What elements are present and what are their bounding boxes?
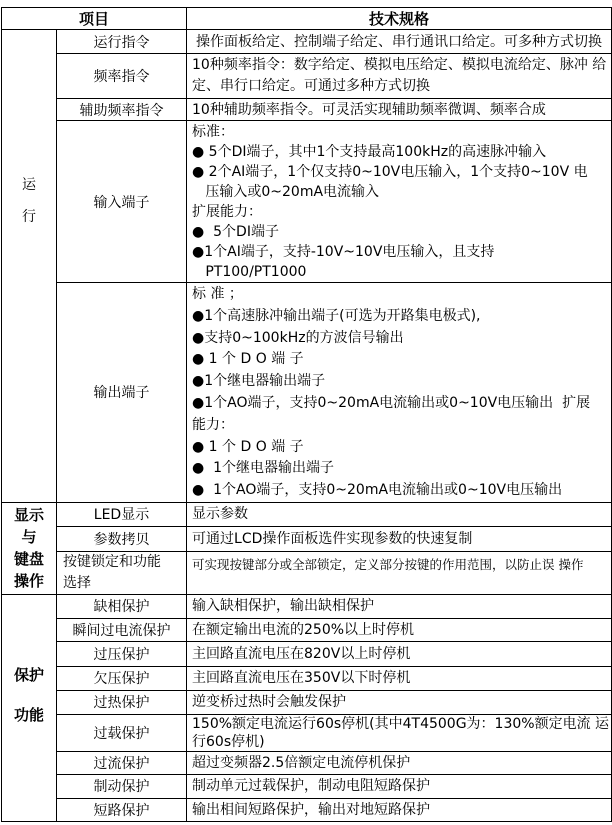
text-line: ● 5个DI端子，其中1个支持最高100kHz的高速脉冲输入 — [192, 144, 547, 160]
spec-table — [1, 7, 612, 822]
text-line: ●1个AI端子，支持-10V~10V电压输入，且支持 — [192, 244, 495, 260]
item-cell: 过流保护 — [57, 751, 187, 774]
item-cell: 欠压保护 — [57, 666, 187, 690]
text-line: 显示 — [13, 506, 44, 525]
text-line: ●1个继电器输出端子 — [192, 373, 326, 390]
text-line: 扩展能力： — [192, 204, 263, 220]
spec-cell — [187, 30, 612, 54]
table-row — [2, 99, 612, 121]
spec-cell — [187, 526, 612, 551]
spec-cell — [187, 666, 612, 690]
table-row — [2, 618, 612, 641]
header-spec-cell: 技术规格 — [187, 8, 612, 30]
text-line: 输出相间短路保护，输出对地短路保护 — [192, 801, 431, 818]
table-row — [2, 798, 612, 821]
table-row — [2, 551, 612, 594]
table-row — [2, 502, 612, 526]
item-cell: 瞬间过电流保护 — [57, 618, 187, 641]
table-row — [2, 774, 612, 798]
text-line: 在额定输出电流的250%以上时停机 — [192, 621, 415, 638]
text-line: 功能 — [13, 705, 44, 724]
group-label-operation — [2, 30, 57, 503]
spec-cell — [187, 594, 612, 618]
text-line: ● 1 个 D O 端 子 — [192, 351, 304, 368]
text-line: 标准： — [192, 124, 235, 140]
text-line: 运 — [22, 176, 36, 193]
text-line: 操作面板给定、控制端子给定、串行通讯口给定。可多种方式切换 — [196, 33, 603, 50]
text-line: 定、串行口给定。可通过多种方式切换 — [192, 78, 431, 94]
text-line: 显示参数 — [192, 506, 249, 523]
spec-cell — [187, 99, 612, 121]
text-line: 制动单元过载保护，制动电阻短路保护 — [192, 778, 431, 795]
spec-cell — [187, 751, 612, 774]
text-line: ●1个高速脉冲输出端子(可选为开路集电极式), — [192, 307, 481, 324]
text-line: 行60s停机) — [192, 733, 265, 750]
item-cell: 参数拷贝 — [57, 526, 187, 551]
table-row — [2, 283, 612, 503]
item-cell: 辅助频率指令 — [57, 99, 187, 121]
item-cell: 运行指令 — [57, 30, 187, 54]
text-line: 10种辅助频率指令。可灵活实现辅助频率微调、频率合成 — [192, 101, 546, 118]
spec-cell — [187, 774, 612, 798]
item-cell: 输出端子 — [57, 283, 187, 503]
item-cell: 缺相保护 — [57, 594, 187, 618]
item-cell: LED显示 — [57, 502, 187, 526]
spec-cell — [187, 798, 612, 821]
spec-cell — [187, 690, 612, 714]
text-line: 逆变桥过热时会触发保护 — [192, 694, 347, 711]
spec-cell — [187, 641, 612, 666]
text-line: ● 5个DI端子 — [192, 224, 279, 240]
text-line: 键盘 — [13, 550, 44, 569]
item-cell: 过压保护 — [57, 641, 187, 666]
table-row — [2, 751, 612, 774]
text-line: 选择 — [63, 574, 91, 591]
table-row — [2, 30, 612, 54]
spec-cell — [187, 502, 612, 526]
item-cell: 短路保护 — [57, 798, 187, 821]
text-line: PT100/PT1000 — [192, 264, 307, 280]
table-row — [2, 641, 612, 666]
text-line: ● 1个继电器输出端子 — [192, 460, 335, 477]
item-cell: 制动保护 — [57, 774, 187, 798]
spec-cell — [187, 551, 612, 594]
text-line: ● 2个AI端子，1个仅支持0~10V电压输入，1个支持0~10V 电 — [192, 164, 588, 180]
text-line: 可通过LCD操作面板选件实现参数的快速复制 — [192, 530, 473, 547]
spec-cell — [187, 618, 612, 641]
text-line: 150%额定电流运行60s停机(其中4T4500G为：130%额定电流 运 — [192, 715, 610, 732]
item-cell: 过载保护 — [57, 714, 187, 751]
header-row — [2, 8, 612, 30]
text-line: 超过变频器2.5倍额定电流停机保护 — [192, 754, 411, 771]
spec-cell — [187, 54, 612, 99]
table-row — [2, 526, 612, 551]
text-line: 操作 — [13, 572, 44, 591]
text-line: 10种频率指令：数字给定、模拟电压给定、模拟电流给定、脉冲 给 — [192, 57, 607, 73]
text-line: 标 准 ； — [192, 286, 243, 302]
table-row — [2, 690, 612, 714]
table-row — [2, 666, 612, 690]
item-cell — [57, 551, 187, 594]
text-line: 能力： — [192, 416, 235, 433]
item-cell: 过热保护 — [57, 690, 187, 714]
header-items-cell: 项目 — [2, 8, 187, 30]
text-line: 主回路直流电压在350V以下时停机 — [192, 670, 411, 687]
text-line: 主回路直流电压在820V以上时停机 — [192, 645, 411, 662]
group-label-display-keypad — [2, 502, 57, 594]
spec-cell — [187, 714, 612, 751]
text-line: 可实现按键部分或全部锁定，定义部分按键的作用范围，以防止误 操作 — [192, 556, 584, 572]
text-line: 按键锁定和功能 — [63, 553, 161, 570]
table-row — [2, 594, 612, 618]
table-row — [2, 714, 612, 751]
table-row — [2, 54, 612, 99]
spec-cell — [187, 283, 612, 503]
spec-cell — [187, 121, 612, 283]
item-cell: 输入端子 — [57, 121, 187, 283]
text-line: 与 — [21, 528, 37, 547]
text-line: ● 1个AO端子，支持0~20mA电流输出或0~10V电压输出 — [192, 482, 563, 499]
table-row — [2, 121, 612, 283]
text-line: 行 — [22, 208, 36, 225]
text-line: ● 1 个 D O 端 子 — [192, 438, 304, 455]
text-line: 输入缺相保护，输出缺相保护 — [192, 598, 375, 615]
group-label-protection — [2, 594, 57, 821]
text-line: 压输入或0~20mA电流输入 — [192, 184, 380, 200]
text-line: 保护 — [13, 665, 44, 684]
text-line: ●1个AO端子，支持0~20mA电流输出或0~10V电压输出 扩展 — [192, 394, 591, 411]
text-line: ●支持0~100kHz的方波信号输出 — [192, 329, 404, 346]
item-cell: 频率指令 — [57, 54, 187, 99]
